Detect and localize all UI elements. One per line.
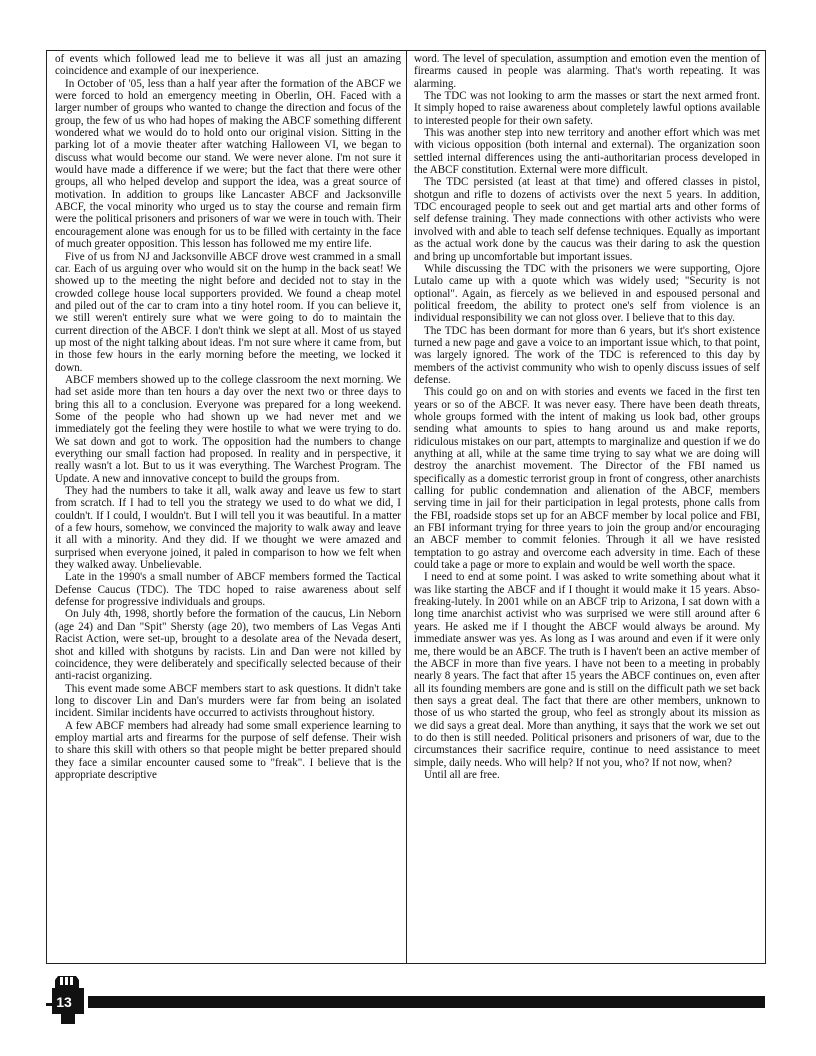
- paragraph: In October of '05, less than a half year after the formation of the ABCF we were forced to hold an emergency meeting in Oberlin, OH. Faced with a larger number of groups who wanted to change the direction and focus of the group, the few of us who had hopes of making the ABCF something different wondered what we would do to hold onto our original vision. Sitting in the parking lot of a movie theater after watching Halloween VI, we began to discuss what would become our stand. We were never alone. I'm not sure it would have made a difference if we were; but the fact that there were other groups, all who helped develop and support the idea, was a great source of motivation. In addition to groups like Lancaster ABCF and Jacksonville ABCF, the vocal minority who urged us to stay the course and remain firm were the political prisoners and prisoners of war we were in touch with. Their encouragement alone was enough for us to be filled with certainty in the face of much greater opposition. This lesson has followed me my entire life.: [55, 77, 401, 251]
- paragraph: While discussing the TDC with the prisoners we were supporting, Ojore Lutalo came up with a quote which was widely used; "Security is not optional". Again, as fiercely as we believed in and espoused personal and political freedom, the ability to protect one's self from violence is an individual responsibility we can not gloss over. I believe that to this day.: [414, 262, 760, 325]
- paragraph: The TDC was not looking to arm the masses or start the next armed front. It simply hoped to raise awareness about completely lawful options available to interested people for their own safety.: [414, 90, 760, 127]
- closing-line: Until all are free.: [424, 768, 500, 781]
- paragraph: The TDC has been dormant for more than 6 years, but it's short existence turned a new page and gave a voice to an important issue which, to that point, was largely ignored. The work of the TDC is referenced to this day by members of the activist community who wish to openly discuss issues of self defense.: [414, 324, 760, 386]
- footer-rule: [88, 996, 765, 1008]
- paragraph: This could go on and on with stories and events we faced in the first ten years or so of the ABCF. It was never easy. There have been death threats, whole groups formed with the intent of making us look bad, other groups sending what amounts to spies to hang around us and make reports, ridiculous mistakes on our part, attempts to marginalize and question if we do anything at all, while at the same time trying to say what we are doing will destroy the anarchist movement. The Director of the FBI named us specifically as a domestic terrorist group in front of congress, other anarchists calling for public condemnation and alienation of the ABCF, members serving time in jail for their participation in legal protests, phone calls from the FBI, roadside stops set up for an ABCF member by local police and FBI, an FBI informant trying for three years to join the group and/or encouraging an ABCF member to commit felonies. Through it all we have resisted temptation to go astray and overcome each adversity in time. Each of these could take a page or more to explain and would be well worth the space.: [414, 386, 760, 572]
- paragraph: This was another step into new territory and another effort which was met with vicious opposition (both internal and external). The organization soon settled internal differences using the anti-authoritarian process developed in the ABCF constitution. External were more difficult.: [414, 127, 760, 177]
- left-column: [55, 53, 401, 781]
- paragraph: They had the numbers to take it all, walk away and leave us few to start from scratch. If I had to tell you the strategy we used to do what we did, I couldn't. If I could, I wouldn't. But I will tell you it was beautiful. In a matter of a few hours, somehow, we convinced the majority to walk away and leave it all with a minority. And they did. If we thought we were amazed and surprised when everyone joined, it paled in comparison to how we felt when they walked away. Unbelievable.: [55, 485, 401, 572]
- paragraph: A few ABCF members had already had some small experience learning to employ martial arts and firearms for the purpose of self defense. Their wish to share this skill with others so that people might be better prepared should they face a similar encounter caused some to "freak". I believe that is the appropriate descriptive: [55, 719, 401, 781]
- paragraph: of events which followed lead me to believe it was all just an amazing coincidence and example of our inexperience.: [55, 53, 401, 78]
- paragraph: ABCF members showed up to the college classroom the next morning. We had set aside more than ten hours a day over the next two or three days to bring this all to a conclusion. Everyone was prepared for a long weekend. Some of the people who had shown up we had never met and we immediately got the feeling they were hostile to what we were trying to do. We sat down and got to work. The opposition had the numbers to change everything our small faction had proposed. In reality and in perspective, it really wasn't a lot. But to us it was everything. The Warchest Program. The Update. A new and innovative concept to build the groups from.: [55, 373, 401, 485]
- paragraph: word. The level of speculation, assumption and emotion even the mention of firearms caused in people was alarming. That's worth repeating. It was alarming.: [414, 53, 760, 90]
- column-divider: [406, 50, 407, 964]
- page-number: 13: [53, 993, 75, 1011]
- paragraph: On July 4th, 1998, shortly before the formation of the caucus, Lin Neborn (age 24) and Dan "Spit" Shersty (age 20), two members of Las Vegas Anti Racist Action, were set-up, brought to a desolate area of the Nevada desert, shot and killed with shotguns by racists. Lin and Dan were not killed by coincidence, they were deliberately and specifically selected because of their anti-racist organizing.: [55, 608, 401, 683]
- paragraph: Late in the 1990's a small number of ABCF members formed the Tactical Defense Caucus (TDC). The TDC hoped to raise awareness about self defense for progressive individuals and groups.: [55, 571, 401, 609]
- paragraph: I need to end at some point. I was asked to write something about what it was like starting the ABCF and if I thought it would make it 15 years. Abso-freaking-lutely. In 2001 while on an ABCF trip to Arizona, I sat down with a long time anarchist activist who was surprised we were still around after 6 years. He asked me if I thought the ABCF would always be around. My immediate answer was yes. As long as I was around and even if it were only me, there would be an ABCF. The truth is I haven't been an active member of the ABCF in more than five years. I have not been to a meeting in probably nearly 8 years. The fact that after 15 years the ABCF continues on, even after all its founding members are gone and is still on the difficult path we set back then says a great deal. The fact that there are other members, unknown to those of us who started the group, who feel as strongly about its mission as we did says a great deal. More than anything, it says that the work we set out to do then is still needed. Political prisoners and prisoners of war, due to the circumstances their sacrifice require, continue to need assistance to meet simple, daily needs. Who will help? If not you, who? If not now, when?: [414, 571, 760, 769]
- paragraph: The TDC persisted (at least at that time) and offered classes in pistol, shotgun and rifle to dozens of activists over the next 5 years. In addition, TDC encouraged people to seek out and get martial arts and other forms of self defense training. They made connections with other activists who were involved with and able to teach self defense techniques. Equally as important as the actual work done by the caucus was their daring to ask the question and bring up uncomfortable but important issues.: [414, 176, 760, 263]
- paragraph: This event made some ABCF members start to ask questions. It didn't take long to discover Lin and Dan's murders were far from being an isolated incident. Similar incidents have occurred to activists throughout history.: [55, 682, 401, 720]
- paragraph: Five of us from NJ and Jacksonville ABCF drove west crammed in a small car. Each of us arguing over who would sit on the hump in the back seat! We showed up to the meeting the night before and decided not to stay in the crowded college house local supporters provided. We found a cheap motel and piled out of the car to cram into a tiny hotel room. If you can believe it, we still weren't entirely sure what we were going to do to maintain the current direction of the ABCF. I don't think we slept at all. Most of us stayed up most of the night talking about ideas. I'm not sure where it came from, but in those few hours in the early morning before the meeting, we locked it down.: [55, 250, 401, 374]
- right-column: [414, 53, 760, 781]
